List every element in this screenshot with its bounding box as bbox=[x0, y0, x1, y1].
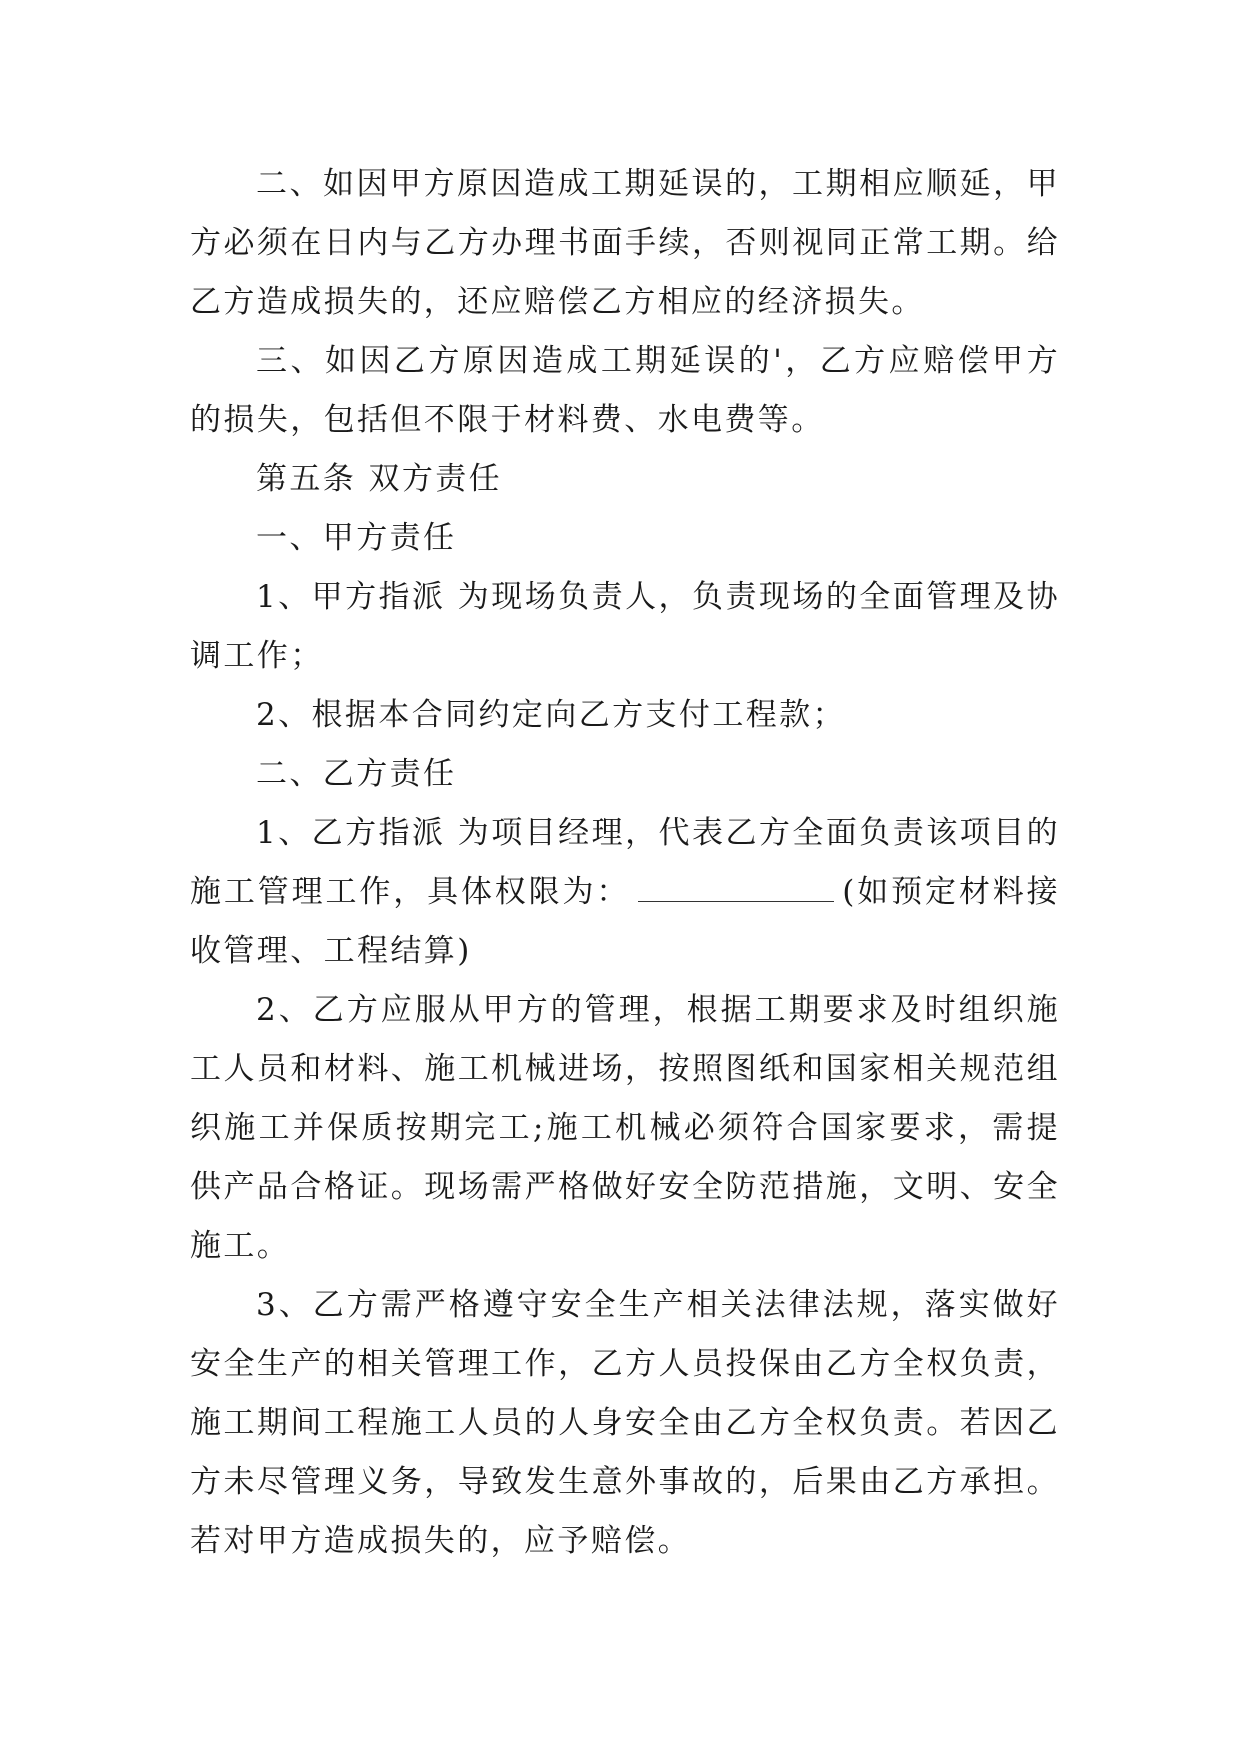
clause-3-delay-by-party-b: 三、如因乙方原因造成工期延误的'，乙方应赔偿甲方的损失，包括但不限于材料费、水电费等。 bbox=[190, 343, 1060, 438]
party-b-item-2: 2、乙方应服从甲方的管理，根据工期要求及时组织施工人员和材料、施工机械进场，按照图纸和国家相关规范组织施工并保质按期完工;施工机械必须符合国家要求，需提供产品合格证。现场需严格做好安全防范措施，文明、安全施工。 bbox=[190, 992, 1060, 1264]
party-b-responsibility-heading: 二、乙方责任 bbox=[256, 756, 457, 792]
party-a-item-1: 1、甲方指派 为现场负责人，负责现场的全面管理及协调工作； bbox=[190, 579, 1060, 674]
party-b-item-1-note: (如预定材料接收管理、工程结算) bbox=[190, 874, 1060, 969]
party-b-item-1 bbox=[190, 804, 1060, 981]
party-a-item-2: 2、根据本合同约定向乙方支付工程款； bbox=[256, 697, 846, 733]
party-a-responsibility-heading: 一、甲方责任 bbox=[256, 520, 457, 556]
party-b-item-3: 3、乙方需严格遵守安全生产相关法律法规，落实做好安全生产的相关管理工作，乙方人员投保由乙方全权负责，施工期间工程施工人员的人身安全由乙方全权负责。若因乙方未尽管理义务，导致发生意外事故的，后果由乙方承担。若对甲方造成损失的，应予赔偿。 bbox=[190, 1287, 1060, 1559]
article-5-heading: 第五条 双方责任 bbox=[256, 461, 503, 497]
party-b-item-1-text: 1、乙方指派 为项目经理，代表乙方全面负责该项目的施工管理工作，具体权限为： bbox=[190, 815, 1060, 910]
fill-in-blank bbox=[638, 873, 834, 902]
clause-2-delay-by-party-a: 二、如因甲方原因造成工期延误的，工期相应顺延，甲方必须在日内与乙方办理书面手续，否则视同正常工期。给乙方造成损失的，还应赔偿乙方相应的经济损失。 bbox=[190, 166, 1060, 320]
document-page bbox=[190, 155, 1060, 1571]
